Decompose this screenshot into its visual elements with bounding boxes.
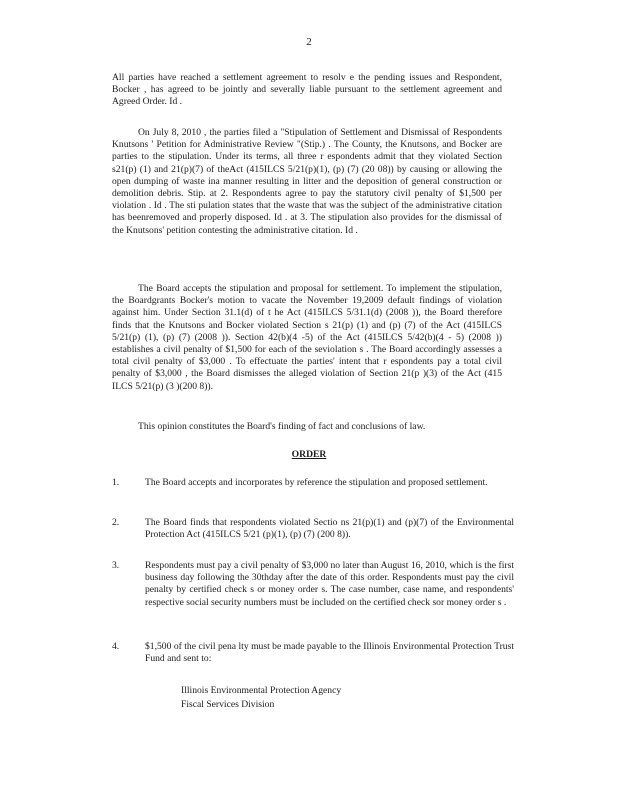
- address-line: Illinois Environmental Protection Agency: [181, 685, 342, 696]
- order-item: [112, 517, 514, 541]
- order-item: [112, 477, 514, 489]
- paragraph-board-findings: The Board accepts the stipulation and proposal for settlement. To implement the stipulation, the Boardgrants Bocker's motion to vacate the November 19,2009 default findings of violation against him. Under Section 31.1(d) of t he Act (415ILCS 5/31.1(d) (2008 )), the Board therefore finds that the Knutsons and Bocker violated Section s 21(p) (1) and (p) (7) of the Act (415ILCS 5/21(p) (1), (p) (7) (2008 )). Section 42(b)(4 -5) of the Act (415ILCS 5/42(b)(4 - 5) (2008 )) establishes a civil penalty of $1,500 for each of the seviolation s . The Board accordingly assesses a total civil penalty of $3,000 . To effectuate the parties' intent that r espondents pay a total civil penalty of $3,000 , the Board dismisses the alleged violation of Section 21(p )(3) of the Act (415 ILCS 5/21(p) (3 )(200 8)).: [112, 283, 502, 392]
- order-item-number: 3.: [112, 560, 120, 571]
- order-item: [112, 560, 514, 609]
- order-item-text: $1,500 of the civil pena lty must be made payable to the Illinois Environmental Protection Trust Fund and sent to:: [145, 641, 514, 665]
- order-item-number: 1.: [112, 477, 120, 488]
- paragraph-stipulation: On July 8, 2010 , the parties filed a "Stipulation of Settlement and Dismissal of Respondents Knutsons ' Petition for Administrative Review "(Stip.) . The County, the Knutsons, and Bocker are parties to the stipulation. Under its terms, all three r espondents admit that they violated Section s21(p) (1) and 21(p)(7) of theAct (415ILCS 5/21(p)(1), (p) (7) (20 08)) by causing or allowing the open dumping of waste ina manner resulting in litter and the deposition of general construction or demolition debris. Stip. at 2. Respondents agree to pay the statutory civil penalty of $1,500 per violation . Id . The sti pulation states that the waste that was the subject of the administrative citation has beenremoved and properly disposed. Id . at 3. The stipulation also provides for the dismissal of the Knutsons' petition contesting the administrative citation. Id .: [112, 127, 502, 236]
- order-item-text: The Board finds that respondents violated Sectio ns 21(p)(1) and (p)(7) of the Environmental Protection Act (415ILCS 5/21 (p)(1), (p) (7) (200 8)).: [145, 517, 514, 541]
- page-number: 2: [306, 36, 312, 48]
- order-heading: ORDER: [291, 449, 327, 460]
- paragraph-settlement: All parties have reached a settlement agreement to resolv e the pending issues and Respondent, Bocker , has agreed to be jointly and severally liable pursuant to the settlement agreement and Agreed Order. Id .: [112, 72, 502, 108]
- paragraph-conclusion: This opinion constitutes the Board's finding of fact and conclusions of law.: [138, 421, 426, 432]
- order-item-number: 4.: [112, 641, 120, 652]
- order-item: [112, 641, 514, 665]
- address-line: Fiscal Services Division: [181, 699, 275, 710]
- order-item-number: 2.: [112, 517, 120, 528]
- order-item-text: The Board accepts and incorporates by reference the stipulation and proposed settlement.: [145, 477, 488, 488]
- order-item-text: Respondents must pay a civil penalty of $3,000 no later than August 16, 2010, which is the first business day following the 30thday after the date of this order. Respondents must pay the civil penalty by certified check s or money order s. The case number, case name, and respondents' respective social security numbers must be included on the certified check sor money order s .: [145, 560, 514, 608]
